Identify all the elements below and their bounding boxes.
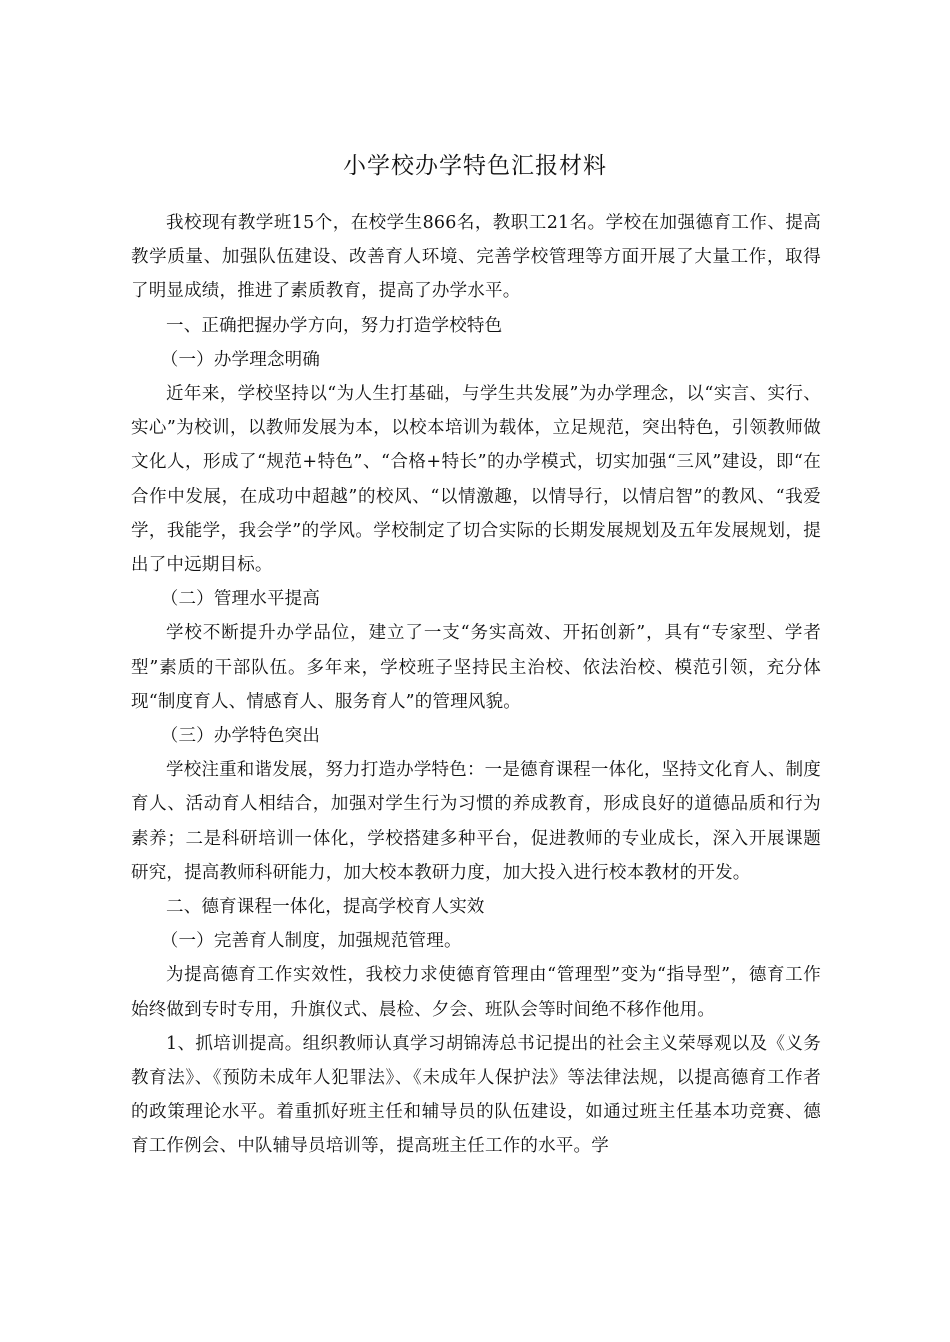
subsection-heading-1-2: （二）管理水平提高 xyxy=(160,589,321,610)
paragraph-intro: 我校现有教学班15个，在校学生866名，教职工21名。学校在加强德育工作、提高教学质量、加强队伍建设、改善育人环境、完善学校管理等方面开展了大量工作，取得了明显成绩，推进了素质教育，提高了办学水平。 xyxy=(131,213,821,302)
document-title: 小学校办学特色汇报材料 xyxy=(343,153,607,179)
paragraph-philosophy: 近年来，学校坚持以“为人生打基础，与学生共发展”为办学理念，以“实言、实行、实心”为校训，以教师发展为本，以校本培训为载体，立足规范，突出特色，引领教师做文化人，形成了“规范+特色”、“合格+特长”的办学模式，切实加强“三风”建设，即“在合作中发展，在成功中超越”的校风、“以情激趣，以情导行，以情启智”的教风、“我爱学，我能学，我会学”的学风。学校制定了切合实际的长期发展规划及五年发展规划，提出了中远期目标。 xyxy=(131,384,821,576)
paragraph-moral-education: 为提高德育工作实效性，我校力求使德育管理由“管理型”变为“指导型”，德育工作始终做到专时专用，升旗仪式、晨检、夕会、班队会等时间绝不移作他用。 xyxy=(131,965,821,1020)
section-heading-2: 二、德育课程一体化，提高学校育人实效 xyxy=(166,897,485,918)
section-heading-1: 一、正确把握办学方向，努力打造学校特色 xyxy=(166,315,503,336)
subsection-heading-1-3: （三）办学特色突出 xyxy=(160,726,321,747)
paragraph-characteristics: 学校注重和谐发展，努力打造办学特色：一是德育课程一体化，坚持文化育人、制度育人、活动育人相结合，加强对学生行为习惯的养成教育，形成良好的道德品质和行为素养；二是科研培训一体化，学校搭建多种平台，促进教师的专业成长，深入开展课题研究，提高教师科研能力，加大校本教研力度，加大投入进行校本教材的开发。 xyxy=(131,760,821,883)
paragraph-management: 学校不断提升办学品位，建立了一支“务实高效、开拓创新”，具有“专家型、学者型”素质的干部队伍。多年来，学校班子坚持民主治校、依法治校、模范引领，充分体现“制度育人、情感育人、服务育人”的管理风貌。 xyxy=(131,623,821,712)
paragraph-training: 1、抓培训提高。组织教师认真学习胡锦涛总书记提出的社会主义荣辱观以及《义务教育法》、《预防未成年人犯罪法》、《未成年人保护法》等法律法规，以提高德育工作者的政策理论水平。着重抓好班主任和辅导员的队伍建设，如通过班主任基本功竞赛、德育工作例会、中队辅导员培训等，提高班主任工作的水平。学 xyxy=(131,1033,821,1157)
document-body xyxy=(131,206,821,1164)
subsection-heading-2-1: （一）完善育人制度，加强规范管理。 xyxy=(160,931,462,952)
subsection-heading-1-1: （一）办学理念明确 xyxy=(160,349,321,370)
